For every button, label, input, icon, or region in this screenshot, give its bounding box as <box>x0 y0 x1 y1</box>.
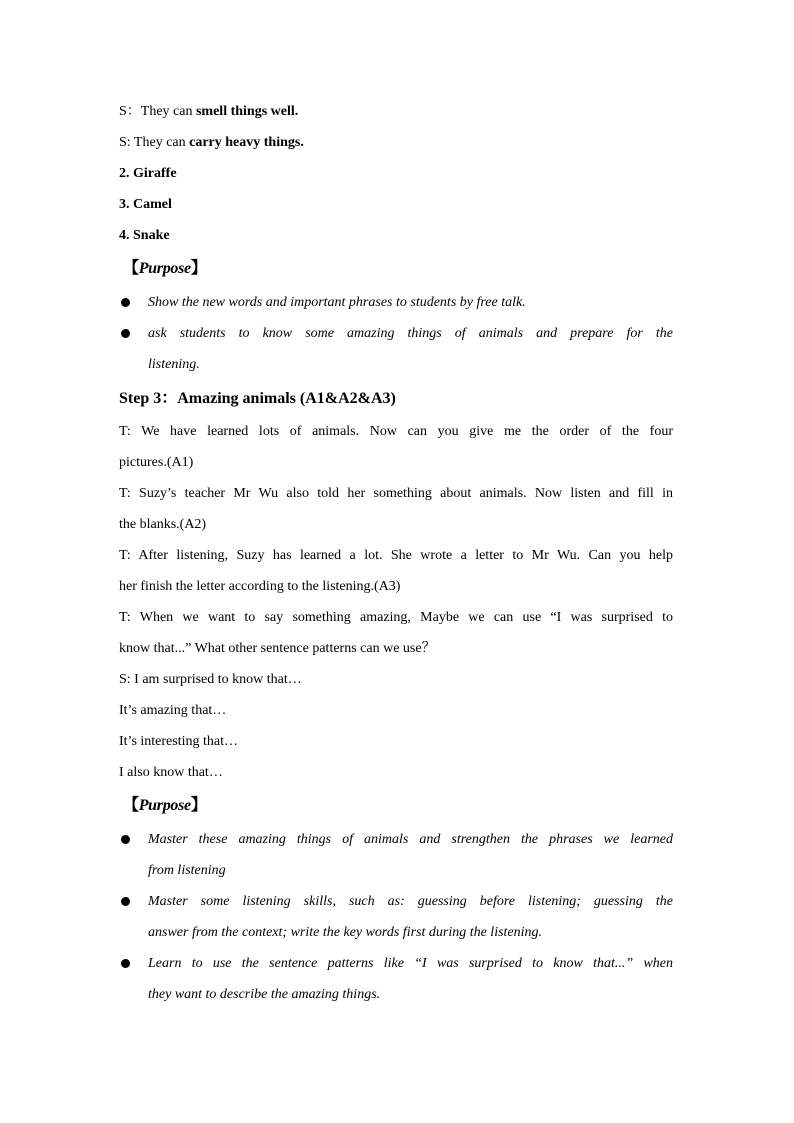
purpose2-bullet-3 <box>119 948 673 1010</box>
bracket-close: 】 <box>190 797 207 814</box>
bullet-text: listening. <box>148 357 200 372</box>
step3-line: T: When we want to say something amazing, Maybe we can use “I was surprised to <box>119 610 673 625</box>
bracket-open: 【 <box>123 797 139 814</box>
line-bold: smell things well. <box>195 104 299 119</box>
step3-line: know that...” What other sentence patterns can we use？ <box>119 641 436 656</box>
bullet-text: Learn to use the sentence patterns like “I was surprised to know that...” when <box>148 956 673 971</box>
purpose-label: Purpose <box>138 260 191 277</box>
step3-line: pictures.(A1) <box>119 455 194 470</box>
bullet-text: from listening <box>148 863 226 878</box>
step3-heading: Step 3：Amazing animals (A1&A2&A3) <box>119 390 396 407</box>
purpose2-bullet-1 <box>119 824 673 886</box>
step3-line: It’s amazing that… <box>119 703 227 718</box>
purpose-heading-2 <box>119 788 673 824</box>
line-bold: carry heavy things. <box>189 135 304 150</box>
step3-line: It’s interesting that… <box>119 734 238 749</box>
step3-line: T: We have learned lots of animals. Now can you give me the order of the four <box>119 424 673 439</box>
student-line-carry <box>119 127 673 158</box>
purpose2-bullet-2 <box>119 886 673 948</box>
step3-line: T: Suzy’s teacher Mr Wu also told her something about animals. Now listen and fill in <box>119 486 673 501</box>
item-camel: 3. Camel <box>119 197 172 212</box>
purpose1-bullet-1 <box>119 287 673 318</box>
purpose1-bullet-2 <box>119 318 673 380</box>
bullet-dot-icon <box>121 835 130 844</box>
bullet-text: Master these amazing things of animals and strengthen the phrases we learned <box>148 832 673 847</box>
bracket-open: 【 <box>123 260 139 277</box>
bullet-dot-icon <box>121 329 130 338</box>
step3-line: I also know that… <box>119 765 223 780</box>
bullet-dot-icon <box>121 959 130 968</box>
bullet-text: Show the new words and important phrases to students by free talk. <box>148 295 526 310</box>
step3-line: S: I am surprised to know that… <box>119 672 302 687</box>
step3-line: the blanks.(A2) <box>119 517 207 532</box>
item-giraffe: 2. Giraffe <box>119 166 177 181</box>
bullet-text: Master some listening skills, such as: guessing before listening; guessing the <box>148 894 673 909</box>
purpose-heading-1 <box>119 251 673 287</box>
bullet-text: they want to describe the amazing things. <box>148 987 381 1002</box>
step3-line: T: After listening, Suzy has learned a lot. She wrote a letter to Mr Wu. Can you help <box>119 548 673 563</box>
student-line-smell <box>119 96 673 127</box>
bracket-close: 】 <box>190 260 207 277</box>
bullet-dot-icon <box>121 298 130 307</box>
bullet-text: answer from the context; write the key words first during the listening. <box>148 925 543 940</box>
bullet-dot-icon <box>121 897 130 906</box>
line-prefix: S: They can <box>119 135 190 150</box>
step3-line: her finish the letter according to the listening.(A3) <box>119 579 401 594</box>
line-prefix: S：They can <box>119 104 196 119</box>
bullet-text: ask students to know some amazing things of animals and prepare for the <box>148 326 673 341</box>
item-snake: 4. Snake <box>119 228 170 243</box>
purpose-label: Purpose <box>138 797 191 814</box>
document-page <box>119 96 673 1010</box>
